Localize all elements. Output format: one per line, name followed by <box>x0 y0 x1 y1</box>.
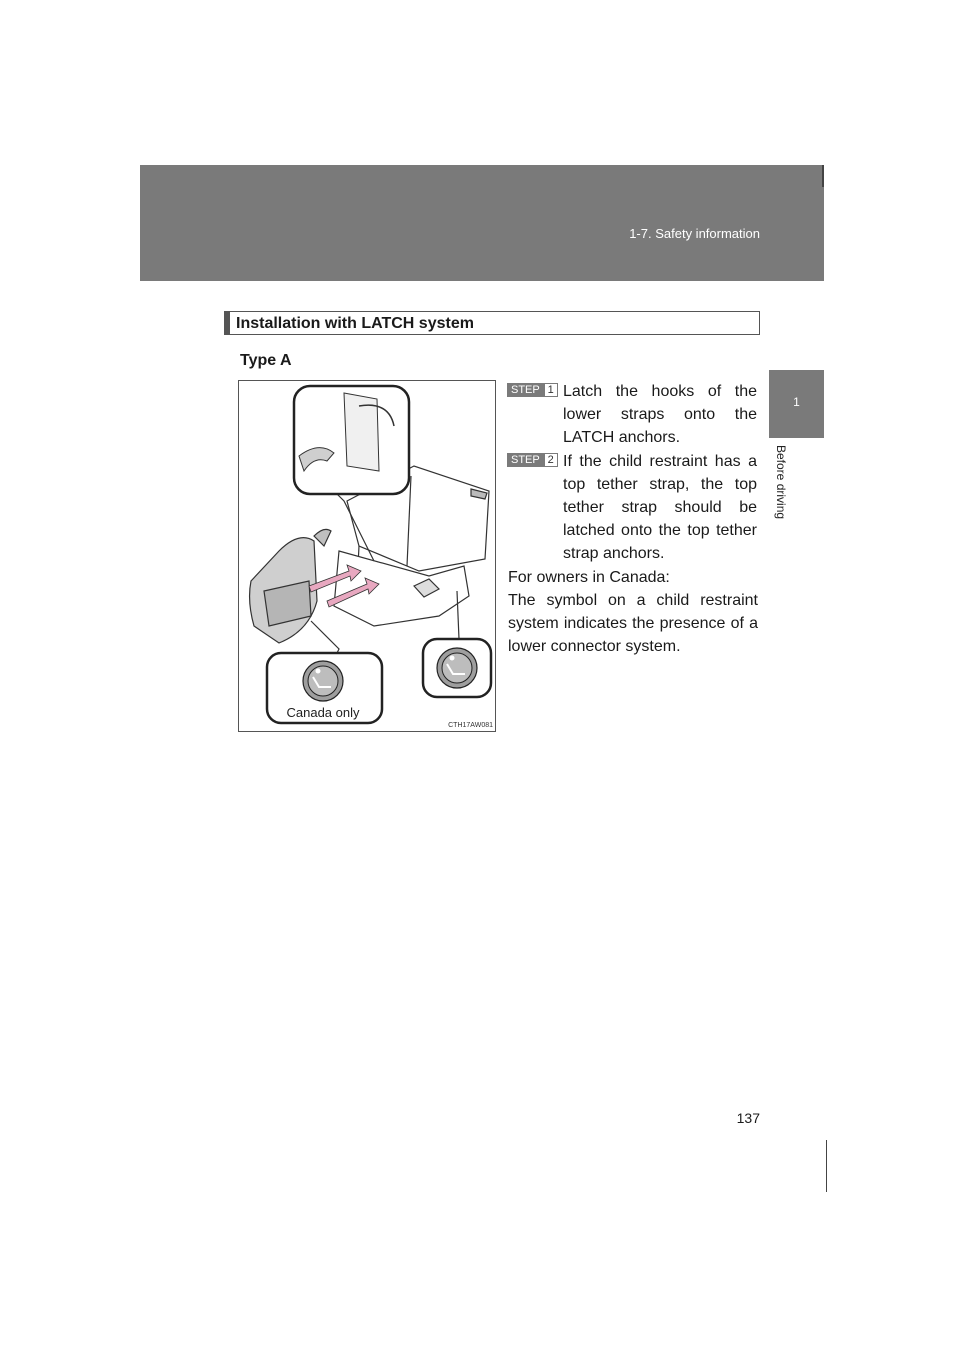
step-1 <box>507 380 757 449</box>
section-heading <box>224 311 760 335</box>
header-bar <box>140 165 824 281</box>
section-heading-text: Installation with LATCH system <box>236 315 474 332</box>
heading-accent <box>225 312 230 334</box>
installation-figure <box>238 380 496 732</box>
figure-code: CTH17AW081 <box>448 722 493 729</box>
step-2 <box>507 450 757 565</box>
crop-mark <box>826 1140 827 1192</box>
step-badge-number: 1 <box>544 383 558 397</box>
step-text: If the child restraint has a top tether strap, the top tether strap should be latched onto the top tether strap anchors. <box>563 453 757 562</box>
chapter-number: 1 <box>793 395 800 409</box>
canada-note-line1: For owners in Canada: <box>508 569 670 586</box>
step-badge <box>507 383 559 397</box>
callout-label: Canada only <box>286 705 360 720</box>
step-badge-number: 2 <box>544 453 558 467</box>
chapter-label <box>772 445 792 555</box>
step-badge-label: STEP <box>507 453 544 467</box>
section-title: 1-7. Safety information <box>629 226 760 241</box>
illustration-svg <box>239 381 495 731</box>
crop-mark <box>822 165 824 187</box>
step-text: Latch the hooks of the lower straps onto the LATCH anchors. <box>563 383 757 446</box>
canada-note <box>508 566 758 658</box>
type-label: Type A <box>240 352 292 369</box>
canada-note-line2: The symbol on a child restraint system indicates the presence of a lower connector system. <box>508 592 758 655</box>
chapter-label-text: Before driving <box>774 445 788 520</box>
step-badge-label: STEP <box>507 383 544 397</box>
step-badge <box>507 453 559 467</box>
page-number: 137 <box>736 1110 760 1126</box>
